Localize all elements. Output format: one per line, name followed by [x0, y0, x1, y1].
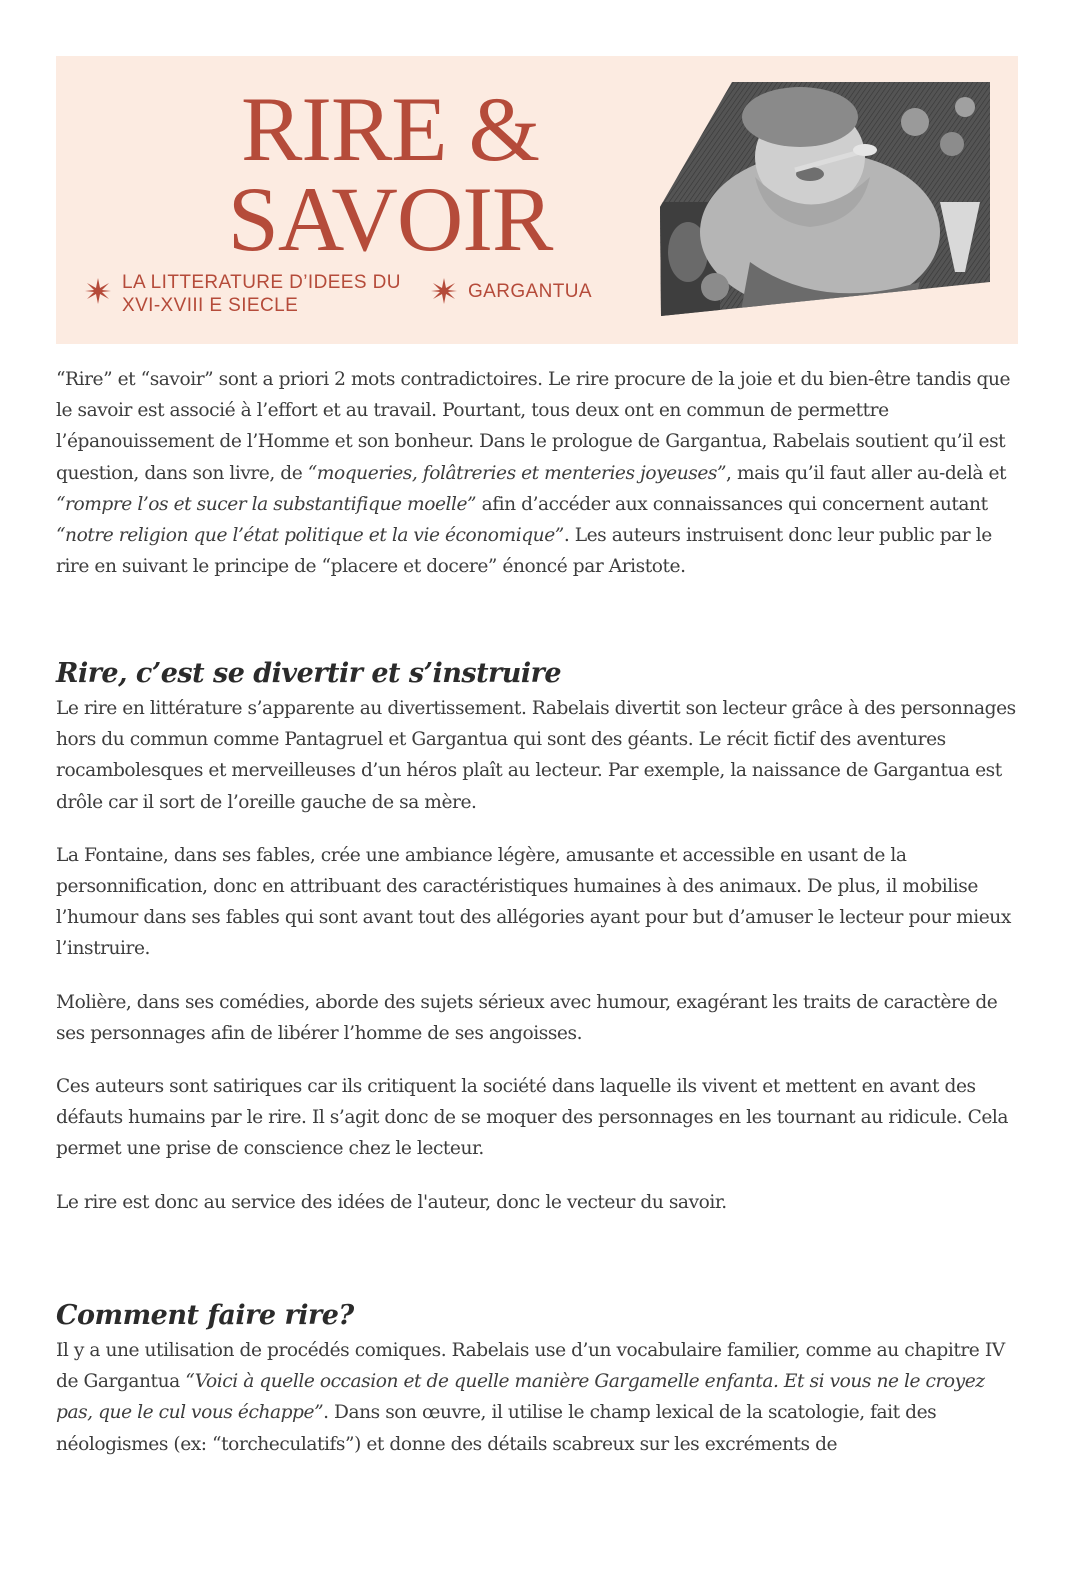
intro-quote-3: “notre religion que l’état politique et la vie économique”	[56, 525, 564, 547]
section-1-paragraph-2: La Fontaine, dans ses fables, crée une ambiance légère, amusante et accessible en usant de la personnification, donc en attribuant des caractéristiques humaines à des animaux. De plus, il mobilise l’humour dans ses fables qui sont avant tout des allégories ayant pour but d’amuser le lecteur pour mieux l’instruire.	[56, 844, 1011, 960]
section-2-text-a: Il y a une utilisation de procédés comiques. Rabelais use d’un vocabulaire familier, comme au chapitre IV de Gargantua	[56, 1340, 1005, 1393]
banner-title-line2: SAVOIR	[227, 168, 553, 270]
section-2-text-b: . Dans son œuvre, il utilise le champ lexical de la scatologie, fait des néologismes (ex: “torcheculatifs”) et donne des détails scabreux sur les excréments de	[56, 1402, 937, 1455]
star-icon	[430, 277, 458, 305]
tag-work	[430, 271, 592, 305]
section-2-quote: “Voici à quelle occasion et de quelle manière Gargamelle enfanta. Et si vous ne le croyez pas, que le cul vous échappe”	[56, 1371, 985, 1424]
intro-text-c: afin d’accéder aux connaissances qui concernent autant	[476, 493, 988, 515]
intro-section	[56, 364, 1022, 582]
section-1-heading: Rire, c’est se divertir et s’instruire	[56, 658, 562, 689]
section-1-paragraph-5: Le rire est donc au service des idées de l'auteur, donc le vecteur du savoir.	[56, 1191, 727, 1213]
section-2-paragraph-1	[56, 1335, 1022, 1460]
tag-period	[84, 271, 412, 317]
intro-paragraph	[56, 364, 1022, 582]
intro-quote-1: “moqueries, folâtreries et menteries joyeuses”	[307, 462, 727, 484]
star-icon	[84, 277, 112, 305]
intro-text-d: . Les auteurs instruisent donc leur public par le rire en suivant le principe de “placere et docere” énoncé par Aristote.	[56, 525, 992, 578]
tag-period-label: LA LITTERATURE D’IDEES DU XVI-XVIII E SIECLE	[122, 272, 401, 316]
intro-text-a: “Rire” et “savoir” sont a priori 2 mots contradictoires. Le rire procure de la joie et du bien-être tandis que le savoir est associé à l’effort et au travail. Pourtant, tous deux ont en commun de permettre l’épanouissement de l’Homme et son bonheur. Dans le prologue de Gargantua, Rabelais soutient qu’il est question, dans son livre, de	[56, 369, 1011, 484]
engraving-illustration	[660, 82, 990, 316]
banner-title-line1: RIRE &	[240, 78, 540, 180]
section-1-paragraph-1: Le rire en littérature s’apparente au divertissement. Rabelais divertit son lecteur grâce à des personnages hors du commun comme Pantagruel et Gargantua qui sont des géants. Le récit fictif des aventures rocambolesques et merveilleuses d’un héros plaît au lecteur. Par exemple, la naissance de Gargantua est drôle car il sort de l’oreille gauche de sa mère.	[56, 698, 1016, 813]
banner-tags	[84, 271, 592, 317]
tag-work-label: GARGANTUA	[468, 281, 592, 302]
section-1-paragraph-4: Ces auteurs sont satiriques car ils critiquent la société dans laquelle ils vivent et mettent en avant des défauts humains par le rire. Il s’agit donc de se moquer des personnages en les tournant au ridicule. Cela permet une prise de conscience chez le lecteur.	[56, 1076, 1009, 1160]
intro-quote-2: “rompre l’os et sucer la substantifique moelle”	[56, 493, 477, 515]
section-2-heading: Comment faire rire?	[56, 1300, 354, 1331]
section-1	[56, 658, 1022, 1218]
intro-text-b: , mais qu’il faut aller au-delà et	[726, 462, 1007, 484]
section-1-paragraph-3: Molière, dans ses comédies, aborde des sujets sérieux avec humour, exagérant les traits de caractère de ses personnages afin de libérer l’homme de ses angoisses.	[56, 991, 998, 1044]
header-banner	[56, 56, 1018, 344]
section-2	[56, 1300, 1022, 1460]
